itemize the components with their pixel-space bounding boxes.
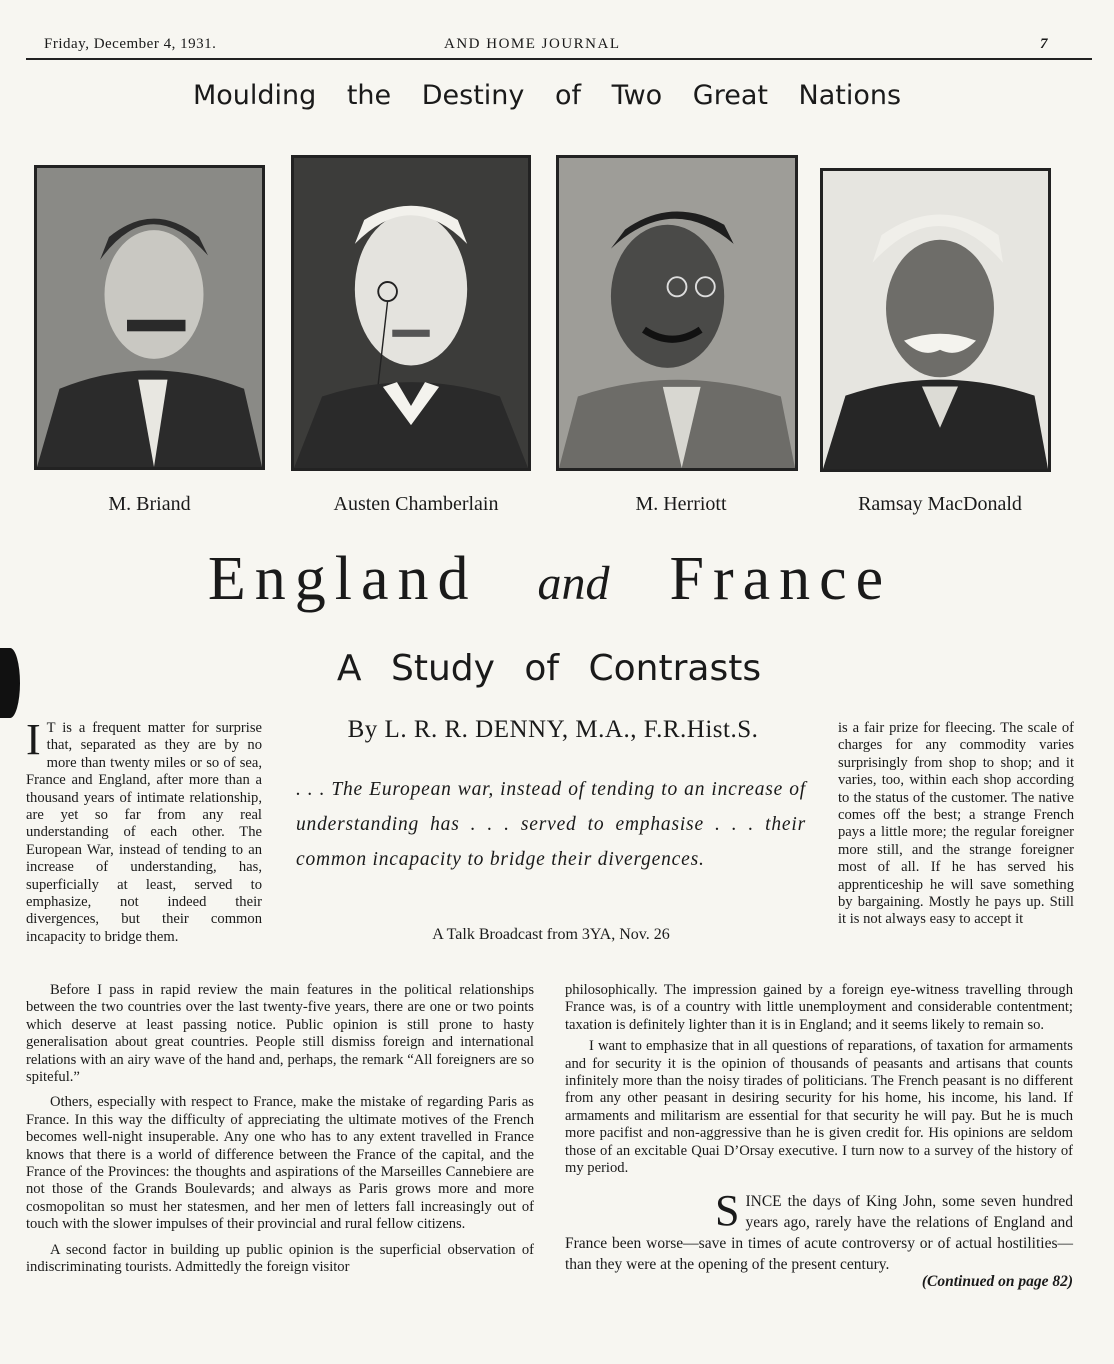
portrait-briand [34, 165, 265, 470]
portrait-herriott [556, 155, 798, 471]
intro-text: T is a frequent matter for surprise that, separated as they are by no more than twenty miles or so of sea, France and England, after more than a thousand years of intimate relationship, are yet so far from any real understanding of each other. The European War, instead of tending to an increase of understanding, has, superficially at least, served to emphasize, not indeed their divergences, but their common incapacity to bridge them. [26, 720, 262, 945]
headline-and: and [537, 557, 610, 610]
ink-blot [0, 648, 20, 718]
pull-quote: . . . The European war, instead of tending to an increase of understanding has . . . served to emphasise . . . their common incapacity to bridge their divergences. [296, 779, 806, 870]
headline-england: England [207, 545, 478, 613]
closing-dropcap: S [715, 1186, 740, 1236]
continued-note: (Continued on page 82) [921, 1273, 1073, 1291]
caption-chamberlain: Austen Chamberlain [333, 493, 499, 515]
photo-spread-title: Moulding the Destiny of Two Great Nations [192, 80, 902, 111]
header-rule [26, 58, 1092, 60]
portrait-chamberlain [291, 155, 531, 471]
caption-herriott: M. Herriott [635, 493, 727, 515]
right-top-text: is a fair prize for fleecing. The scale of charges for any commodity varies surprisingly from shop to shop; and it varies, too, within each shop according to the status of the customer. The native comes off the best; a strange French pays a little more; the regular foreigner more still, and the strange foreigner most of all. If he has served his apprenticeship he will save something by bargaining. Mostly he pays up. Still it is not always easy to accept it [838, 720, 1074, 928]
caption-briand: M. Briand [108, 493, 191, 515]
left-paragraph: Others, especially with respect to France, make the mistake of regarding Paris as France. In this way the difficulty of appreciating the ultimate motives of the French becomes well-night insuperable. Any one who has to any extent travelled in France knows that there is a world of difference between the France of the capital, and the France of the Provinces: the thoughts and aspirations of the Marseilles Cannebiere are not those of the Grands Boulevards; and always as Paris grows more and more cosmopolitan so must her statesmen, and her men of letters fall increasingly out of touch with the slower impulses of their provincial and rural fellow citizens. [26, 1094, 534, 1233]
lower-right-column [565, 982, 1073, 1291]
intro-dropcap: I [26, 715, 41, 764]
closing-text: INCE the days of King John, some seven hundred years ago, rarely have the relations of England and France been worse—save in times of acute controversy or of actual hostilities—than they were at the opening of the present century. [565, 1193, 1073, 1274]
right-paragraph: philosophically. The impression gained by a foreign eye-witness travelling through France was, is of a country with little unemployment and considerable contentment; taxation is definitely lighter than it is in England; and it seems likely to remain so. [565, 982, 1073, 1033]
broadcast-note: A Talk Broadcast from 3YA, Nov. 26 [432, 926, 670, 943]
publication-name: AND HOME JOURNAL [444, 36, 621, 52]
intro-column [26, 715, 262, 946]
headline-france: France [669, 545, 893, 613]
caption-macdonald: Ramsay MacDonald [858, 493, 1022, 515]
byline: By L. R. R. DENNY, M.A., F.R.Hist.S. [347, 716, 759, 743]
issue-date: Friday, December 4, 1931. [44, 36, 217, 52]
article-headline [0, 544, 1100, 615]
right-paragraph: I want to emphasize that in all questions of reparations, of taxation for armaments and for security it is the opinion of thousands of peasants and artisans that counts infinitely more than the noisy tirades of politicians. The French peasant is no different from any other peasant in desiring security for his home, his income, his land. If armaments and militarism are essential for that security he will pay. But he is much more pacifist and non-aggressive than he is given credit for. His opinions are seldom those of an excitable Quai D’Orsay executive. I turn now to a survey of the history of my period. [565, 1038, 1073, 1177]
article-subtitle: A Study of Contrasts [336, 648, 762, 689]
left-paragraph: Before I pass in rapid review the main features in the political relationships between the two countries over the last twenty-five years, there are one or two points which deserve at least passing notice. Public opinion is still prone to hasty generalisation about great countries. People still dismiss foreign and international relations with an airy wave of the hand and, perhaps, the remark “All foreigners are so spiteful.” [26, 982, 534, 1086]
right-top-column [838, 720, 1074, 929]
portrait-macdonald [820, 168, 1051, 472]
page-number: 7 [1040, 36, 1048, 52]
lower-left-column [26, 982, 534, 1277]
left-paragraph: A second factor in building up public opinion is the superficial observation of indiscriminating tourists. Admittedly the foreign visitor [26, 1241, 534, 1276]
